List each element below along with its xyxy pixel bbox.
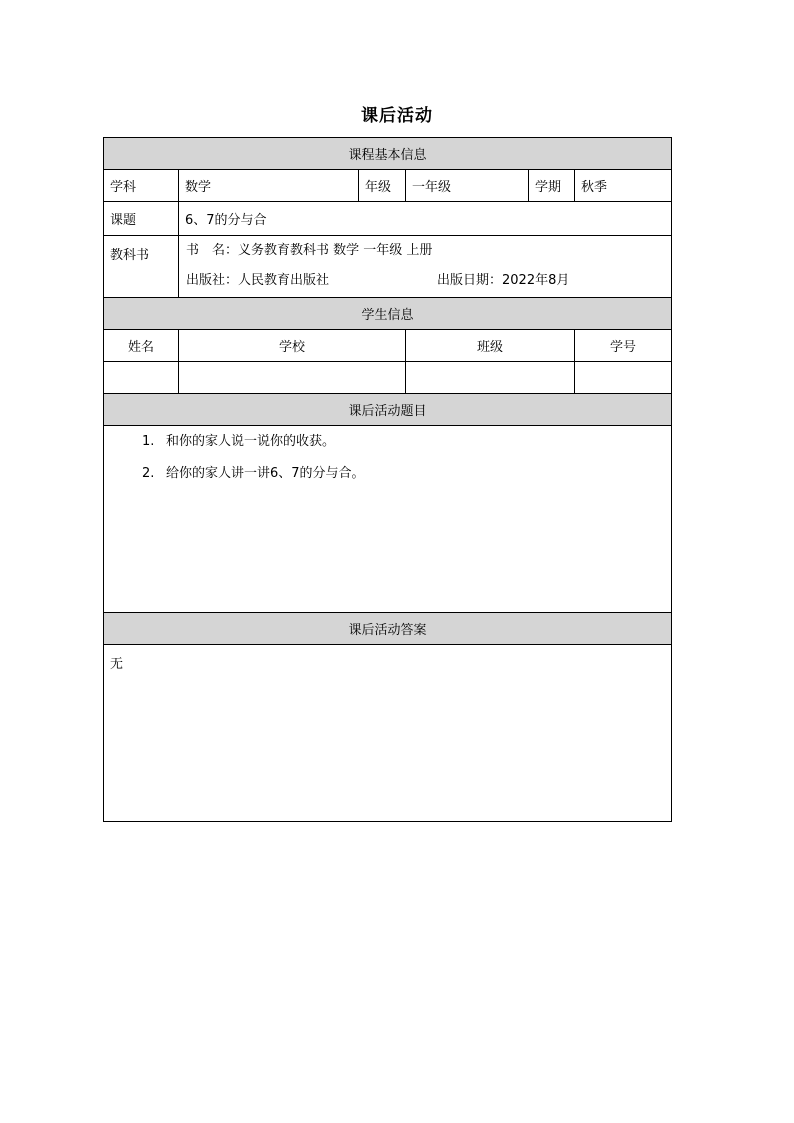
answers-content-row [104, 645, 672, 822]
worksheet-table [103, 137, 672, 822]
subject-row [104, 170, 672, 202]
topic-value: 6、7的分与合 [179, 202, 672, 236]
activities-list [104, 426, 672, 613]
item-number: 1. [142, 434, 155, 449]
activities-content-row [104, 426, 672, 613]
textbook-details [179, 236, 672, 298]
item-text: 给你的家人讲一讲6、7的分与合。 [166, 466, 365, 481]
student-col-name: 姓名 [104, 330, 179, 362]
publish-date: 出版日期：2022年8月 [437, 273, 570, 288]
answers-section-title: 课后活动答案 [104, 613, 672, 645]
item-number: 2. [142, 466, 155, 481]
term-label: 学期 [529, 170, 575, 202]
student-col-class: 班级 [406, 330, 575, 362]
course-info-header-row [104, 138, 672, 170]
student-name-cell[interactable] [104, 362, 179, 394]
student-columns-row [104, 330, 672, 362]
activities-header-row [104, 394, 672, 426]
list-item [110, 432, 665, 464]
course-info-section-title: 课程基本信息 [104, 138, 672, 170]
publisher: 出版社：人民教育出版社 [186, 273, 330, 288]
answers-header-row [104, 613, 672, 645]
subject-label: 学科 [104, 170, 179, 202]
grade-label: 年级 [359, 170, 406, 202]
student-col-id: 学号 [575, 330, 672, 362]
grade-value: 一年级 [406, 170, 529, 202]
book-name: 书 名：义务教育教科书 数学 一年级 上册 [186, 243, 433, 258]
student-col-school: 学校 [179, 330, 406, 362]
student-info-section-title: 学生信息 [104, 298, 672, 330]
answers-text: 无 [104, 645, 672, 822]
term-value: 秋季 [575, 170, 672, 202]
topic-row [104, 202, 672, 236]
textbook-row [104, 236, 672, 298]
student-class-cell[interactable] [406, 362, 575, 394]
student-entry-row [104, 362, 672, 394]
list-item [110, 464, 665, 496]
item-text: 和你的家人说一说你的收获。 [166, 434, 336, 449]
student-id-cell[interactable] [575, 362, 672, 394]
topic-label: 课题 [104, 202, 179, 236]
student-school-cell[interactable] [179, 362, 406, 394]
subject-value: 数学 [179, 170, 359, 202]
student-info-header-row [104, 298, 672, 330]
textbook-label: 教科书 [104, 236, 179, 298]
activities-section-title: 课后活动题目 [104, 394, 672, 426]
page-title: 课后活动 [361, 106, 433, 126]
publisher-line [179, 266, 671, 296]
